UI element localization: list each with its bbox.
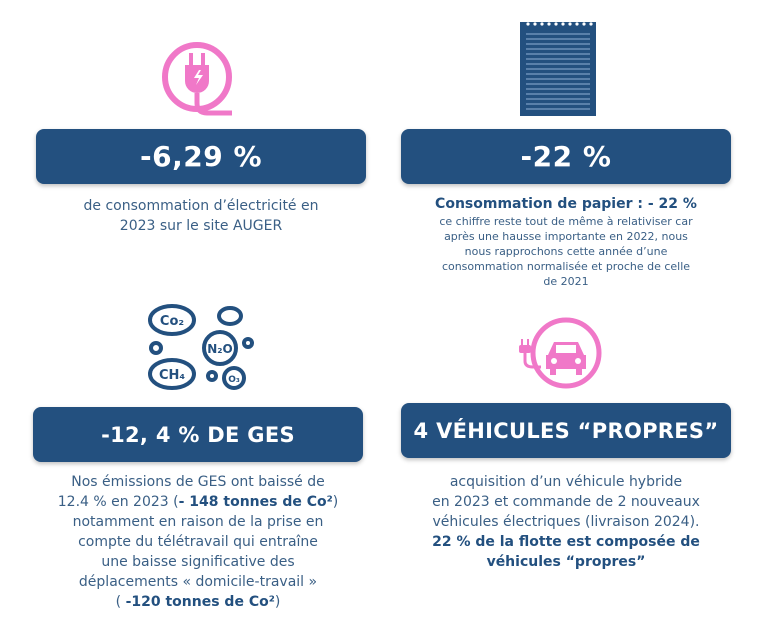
ges-line-3: notamment en raison de la prise en (72, 514, 324, 530)
paper-description (401, 194, 731, 289)
bubble-co2: Co₂ (159, 314, 185, 329)
ges-value: -12, 4 % DE GES (101, 422, 295, 447)
ges-line-5: une baisse significative des (101, 554, 295, 570)
gas-molecules-icon (140, 298, 270, 398)
ges-line-2-post: ) (332, 494, 339, 510)
ges-value-banner (33, 407, 363, 462)
electricity-value-banner (36, 129, 366, 184)
paper-line-1: ce chiffre reste tout de même à relativiser car (439, 215, 693, 228)
ges-line-7-post: ) (274, 594, 281, 610)
ges-line-7 (23, 592, 373, 612)
paper-value: -22 % (520, 140, 612, 173)
bubble-o3: O₃ (228, 375, 240, 385)
vehicles-bold-line-1: 22 % de la flotte est composée de (432, 534, 700, 550)
bubble-n2o: N₂O (207, 342, 233, 356)
paper-line-3: nous rapprochons cette année d’une (464, 245, 668, 258)
electricity-line-1: de consommation d’électricité en (83, 198, 319, 214)
ges-line-1: Nos émissions de GES ont baissé de (71, 474, 325, 490)
vehicles-bold-line-2: véhicules “propres” (486, 554, 646, 570)
paper-value-banner (401, 129, 731, 184)
ges-line-6: déplacements « domicile-travail » (78, 574, 318, 590)
electric-car-icon (512, 313, 612, 393)
ges-line-7-bold: -120 tonnes de Co² (125, 594, 275, 610)
electricity-value: -6,29 % (139, 140, 262, 173)
electricity-line-2: 2023 sur le site AUGER (119, 218, 283, 234)
paper-detail (401, 214, 731, 289)
vehicles-line-1: acquisition d’un véhicule hybride (449, 474, 683, 490)
ges-line-2-pre: 12.4 % en 2023 ( (57, 494, 179, 510)
ges-line-2 (23, 492, 373, 512)
notepad-icon (516, 18, 600, 118)
vehicles-description (391, 472, 741, 572)
paper-line-2: après une hausse importante en 2022, nous (444, 230, 688, 243)
bubble-ch4: CH₄ (158, 368, 186, 383)
paper-line-5: de 2021 (543, 275, 589, 288)
paper-line-4: consommation normalisée et proche de celle (441, 260, 691, 273)
ges-description (23, 472, 373, 612)
electricity-description (36, 196, 366, 236)
ges-line-4: compte du télétravail qui entraîne (78, 534, 318, 550)
vehicles-value: 4 VÉHICULES “PROPRES” (413, 418, 719, 443)
vehicles-line-2: en 2023 et commande de 2 nouveaux (432, 494, 700, 510)
paper-heading: Consommation de papier : - 22 % (435, 196, 697, 212)
electric-plug-icon (152, 35, 252, 120)
ges-line-2-bold: - 148 tonnes de Co² (178, 494, 333, 510)
vehicles-value-banner (401, 403, 731, 458)
ges-line-7-pre: ( (115, 594, 126, 610)
vehicles-line-3: véhicules électriques (livraison 2024). (432, 514, 700, 530)
